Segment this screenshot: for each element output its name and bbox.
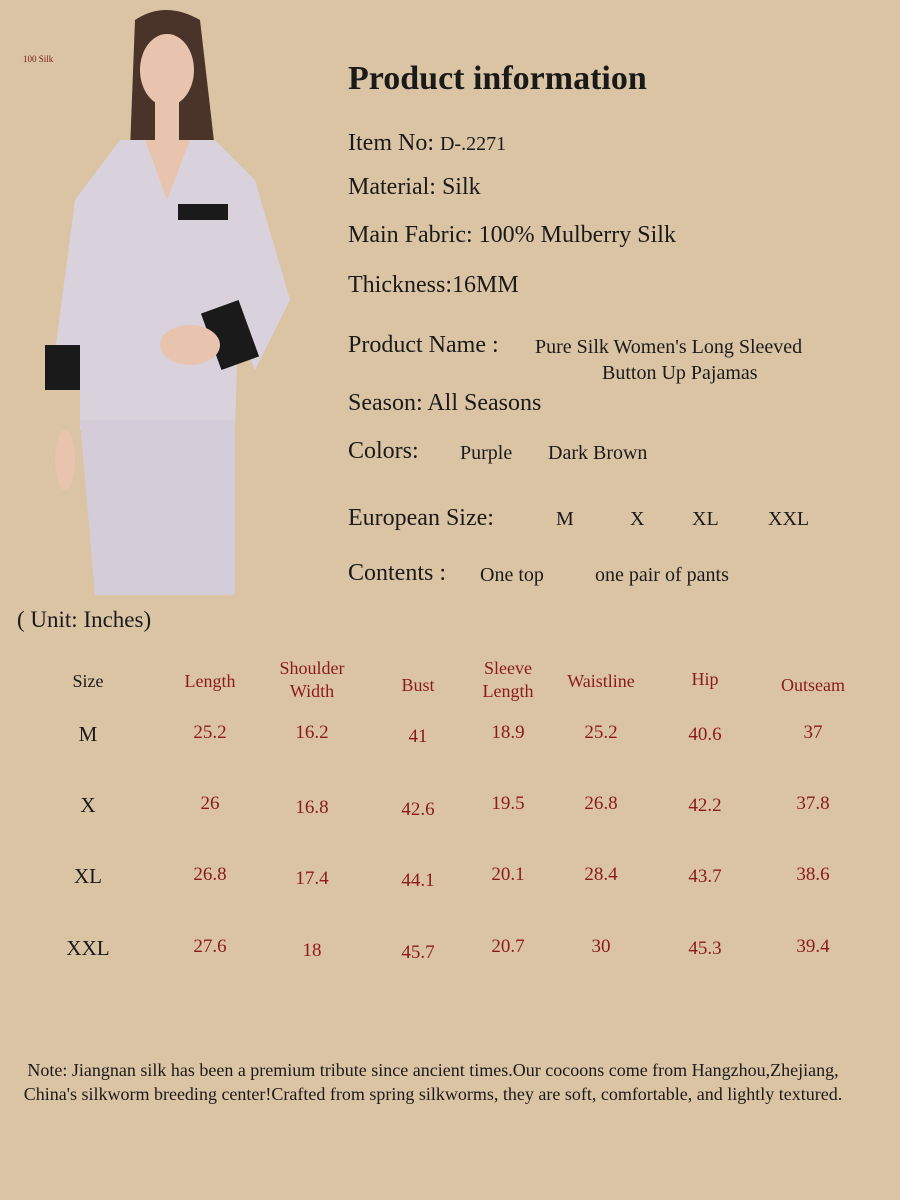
thickness: Thickness:16MM	[348, 272, 519, 298]
measurement-cell: 27.6	[193, 936, 227, 957]
measurement-cell: 18	[302, 940, 322, 961]
measurement-cell: 26.8	[584, 793, 618, 814]
size-option: XL	[692, 508, 719, 530]
silk-badge: 100 Silk	[23, 54, 54, 64]
season: Season: All Seasons	[348, 390, 542, 416]
column-header-line: Sleeve	[484, 658, 532, 678]
column-header	[567, 670, 635, 693]
size-cell: X	[80, 793, 96, 817]
color-option: Purple	[460, 442, 513, 464]
column-header	[692, 668, 719, 691]
measurement-cell: 43.7	[688, 866, 722, 887]
main-fabric: Main Fabric: 100% Mulberry Silk	[348, 222, 676, 248]
colors-label: Colors:	[348, 438, 419, 464]
column-header-line: Shoulder	[279, 658, 345, 678]
contents-item: One top	[480, 564, 544, 586]
size-label: European Size:	[348, 505, 494, 531]
measurement-cell: 20.7	[491, 936, 525, 957]
color-option: Dark Brown	[548, 442, 648, 464]
measurement-cell: 38.6	[796, 864, 830, 885]
measurement-cell: 26.8	[193, 864, 227, 885]
measurement-cell: 45.3	[688, 938, 722, 959]
column-header-line: Length	[184, 671, 236, 691]
measurement-cell: 17.4	[295, 868, 329, 889]
item-label: Item No:	[348, 130, 434, 156]
measurement-cell: 42.6	[401, 799, 435, 820]
column-header-line: Width	[289, 681, 335, 701]
measurement-cell: 30	[591, 936, 611, 957]
contents-item: one pair of pants	[595, 564, 729, 586]
size-option: M	[556, 508, 574, 530]
size-cell: M	[78, 722, 98, 746]
measurement-cell: 18.9	[491, 722, 525, 743]
measurement-cell: 37.8	[796, 793, 830, 814]
size-option: X	[630, 508, 645, 530]
material: Material: Silk	[348, 174, 481, 200]
unit-label: ( Unit: Inches)	[17, 607, 152, 632]
measurement-cell: 45.7	[401, 942, 435, 963]
product-name-label: Product Name :	[348, 332, 499, 358]
measurement-cell: 44.1	[401, 870, 435, 891]
product-name-line2: Button Up Pajamas	[602, 362, 758, 384]
size-cell: XL	[74, 864, 102, 888]
column-header	[280, 657, 345, 703]
measurement-cell: 37	[803, 722, 823, 743]
measurement-cell: 16.2	[295, 722, 329, 743]
item-value: D-.2271	[439, 133, 507, 155]
measurement-cell: 39.4	[796, 936, 830, 957]
measurement-cell: 42.2	[688, 795, 722, 816]
measurement-cell: 19.5	[491, 793, 525, 814]
column-header	[185, 670, 236, 693]
measurement-cell: 28.4	[584, 864, 618, 885]
column-header	[73, 670, 104, 693]
note-text: Note: Jiangnan silk has been a premium tribute since ancient times.Our cocoons come from Hangzhou,Zhejiang, China's silkworm breeding center!Crafted from spring silkworms, they are soft, comfortable, and lightly textured.	[23, 1060, 843, 1104]
measurement-cell: 25.2	[584, 722, 618, 743]
contents-label: Contents :	[348, 560, 447, 586]
measurement-cell: 25.2	[193, 722, 227, 743]
column-header-line: Size	[72, 671, 104, 691]
column-header-line: Hip	[691, 669, 719, 689]
size-option: XXL	[768, 508, 810, 530]
measurement-cell: 41	[408, 726, 428, 747]
measurement-cell: 16.8	[295, 797, 329, 818]
column-header	[401, 674, 434, 697]
page-title: Product information	[348, 60, 647, 97]
column-header-line: Waistline	[567, 671, 635, 691]
product-photo	[40, 0, 300, 595]
measurement-cell: 26	[200, 793, 220, 814]
column-header	[781, 674, 845, 697]
measurement-cell: 20.1	[491, 864, 525, 885]
size-cell: XXL	[66, 936, 110, 960]
column-header-line: Bust	[401, 675, 435, 695]
measurement-cell: 40.6	[688, 724, 722, 745]
column-header	[483, 657, 534, 703]
item-number	[348, 130, 506, 157]
column-header-line: Outseam	[781, 675, 845, 695]
column-header-line: Length	[482, 681, 534, 701]
product-name-line1: Pure Silk Women's Long Sleeved	[535, 336, 803, 358]
